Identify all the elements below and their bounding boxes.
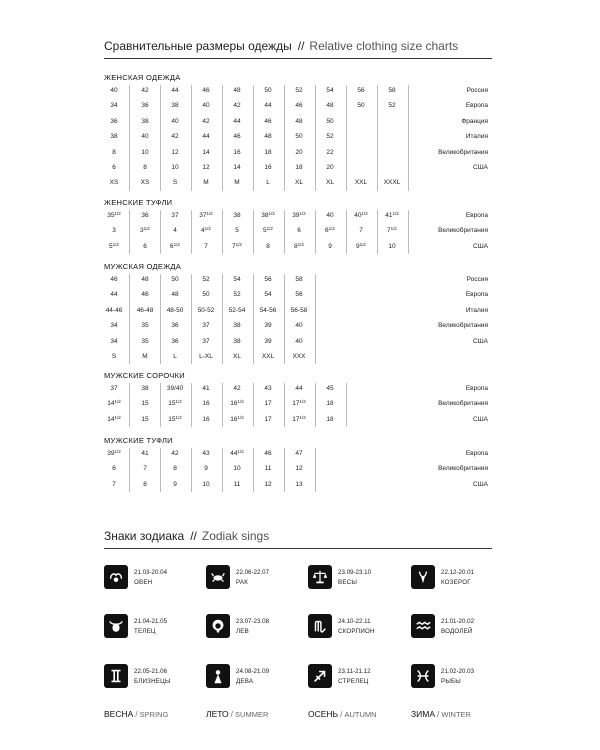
size-cell: $9^{1/2}$ [356,241,366,250]
column-divider [191,274,192,364]
size-cell: 44 [110,291,118,299]
column-divider [129,274,130,364]
country-label: Россия [466,276,488,283]
size-cell: M [234,179,240,187]
season-label: ВЕСНА / SPRING [104,709,169,719]
country-label: Россия [466,87,488,94]
zodiac-dates: 24.08-21.09 [236,668,270,675]
size-cell: 44 [202,133,210,141]
size-cell: 50 [326,117,334,125]
size-cell: 40 [202,102,210,110]
size-cell: 46 [264,450,272,457]
size-cell: 52-54 [228,306,246,314]
size-cell: 48 [295,117,303,125]
size-cell: $5^{1/2}$ [263,226,273,235]
size-cell: 17 [264,415,272,423]
column-divider [315,448,316,492]
size-cell: 8 [173,465,177,473]
size-cell: $6^{1/2}$ [325,226,335,235]
country-label: США [473,242,488,250]
size-cell: $39^{1/2}$ [107,449,121,457]
size-cell: 38 [171,102,179,110]
size-cell: 7 [204,242,208,250]
size-cell: $14^{1/2}$ [107,399,121,408]
size-cell: 54 [233,276,241,283]
size-cell: 45 [326,385,334,392]
gemini-twins-icon [104,664,128,688]
size-cell: 40 [295,337,303,345]
scorpio-scorpion-icon [308,614,332,638]
size-cell: 56 [295,291,303,299]
column-divider [346,85,347,191]
size-cell: 6 [297,227,301,235]
size-cell: 6 [143,242,147,250]
zodiac-dates: 22.06-22.07 [236,569,270,576]
zodiac-name: ВОДОЛЕЙ [441,628,473,635]
size-cell: 39 [264,337,272,345]
size-cell: 42 [171,450,179,457]
size-cell: XL [295,179,303,187]
column-divider [408,210,409,254]
column-divider [315,274,316,364]
size-cell: XL [233,353,241,360]
size-cell: $14^{1/2}$ [107,414,121,423]
size-cell: 10 [141,148,149,156]
size-cell: 56 [357,87,365,94]
section-label: ЖЕНСКИЕ ТУФЛИ [104,198,173,207]
size-cell: 46-48 [136,306,154,314]
size-cell: 48 [171,291,179,299]
size-cell: 36 [110,117,118,125]
title-separator: // [297,39,305,53]
size-cell: 20 [326,164,334,171]
size-cell: 48 [326,102,334,110]
cancer-crab-icon [206,565,230,589]
size-cell: 46 [264,117,272,125]
size-cell: $5^{1/2}$ [109,241,119,250]
size-cell: $7^{1/2}$ [387,226,397,235]
taurus-bull-icon [104,614,128,638]
leo-lion-icon [206,614,230,638]
aquarius-water-icon [411,614,435,638]
country-label: Великобритания [438,322,488,330]
size-cell: 14 [202,148,210,156]
column-divider [160,274,161,364]
size-cell: 9 [173,480,177,488]
size-cell: 58 [388,87,396,94]
size-cell: 48 [141,276,149,283]
size-cell: $8^{1/2}$ [294,241,304,250]
zodiac-title-separator: // [190,529,197,543]
size-cell: 4 [173,227,177,235]
column-divider [222,274,223,364]
size-cell: 13 [295,480,303,488]
size-cell: 41 [202,385,210,392]
country-label: Европа [465,450,488,457]
column-divider [253,274,254,364]
size-cell: 36 [141,212,149,219]
size-cell: 54-56 [259,306,277,314]
season-label: ЛЕТО / SUMMER [206,709,269,719]
size-cell: 37 [202,322,210,330]
zodiac-dates: 22.12-20.01 [441,569,475,576]
size-cell: XXX [292,353,306,360]
size-cell: 52 [202,276,210,283]
size-cell: $4^{1/2}$ [201,226,211,235]
country-label: Великобритания [438,465,488,473]
size-cell: 42 [233,102,241,110]
size-cell: $40^{1/2}$ [354,211,368,219]
section-label: МУЖСКИЕ ТУФЛИ [104,436,173,445]
sagittarius-archer-icon [308,664,332,688]
zodiac-name: КОЗЕРОГ [441,579,471,586]
size-cell: 34 [110,102,118,110]
size-cell: 58 [295,276,303,283]
size-cell: 56-58 [290,306,308,314]
size-cell: 42 [202,117,210,125]
size-cell: L [266,179,270,187]
country-label: Италия [465,133,488,141]
size-cell: M [142,353,148,360]
size-cell: 40 [295,322,303,330]
size-cell: 35 [141,337,149,345]
size-cell: 18 [326,400,334,408]
size-cell: 34 [110,337,118,345]
country-label: Европа [465,291,488,299]
size-cell: 37 [202,337,210,345]
size-cell: 12 [202,164,210,171]
size-cell: 43 [264,385,272,392]
size-cell: 44 [233,117,241,125]
size-cell: 54 [264,291,272,299]
size-cell: L [173,353,177,360]
size-cell: $44^{1/2}$ [230,449,244,457]
zodiac-dates: 23.07-23.08 [236,618,270,625]
size-cell: 50 [171,276,179,283]
size-cell: 54 [326,87,334,94]
size-cell: 52 [233,291,241,299]
section-label: ЖЕНСКАЯ ОДЕЖДА [104,73,181,82]
size-cell: 8 [143,164,147,171]
size-chart-title-ru: Сравнительные размеры одежды [104,39,292,53]
size-cell: 48 [233,87,241,94]
size-cell: 46 [233,133,241,141]
season-label: ОСЕНЬ / AUTUMN [308,709,377,719]
size-cell: 18 [326,415,334,423]
size-cell: 50-52 [197,306,215,314]
size-cell: 42 [233,385,241,392]
zodiac-dates: 21.03-20.04 [134,569,168,576]
size-cell: 36 [141,102,149,110]
country-label: Великобритания [438,148,488,156]
column-divider [284,274,285,364]
season-label: ЗИМА / WINTER [411,709,471,719]
virgo-maiden-icon [206,664,230,688]
size-cell: 16 [202,415,210,423]
country-label: США [473,415,488,423]
size-cell: $16^{1/2}$ [230,414,244,423]
aries-ram-icon [104,565,128,589]
size-cell: 20 [295,148,303,156]
size-cell: 41 [141,450,149,457]
zodiac-name: РЫБЫ [441,678,461,685]
zodiac-underline [104,548,492,549]
size-cell: 46 [110,276,118,283]
size-cell: 6 [112,465,116,473]
size-cell: 14 [233,164,241,171]
column-divider [408,85,409,191]
size-cell: 16 [264,164,272,171]
size-cell: 40 [326,212,334,219]
size-cell: 38 [141,117,149,125]
size-cell: 48-50 [166,306,184,314]
size-cell: 18 [295,164,303,171]
size-cell: S [111,353,117,360]
size-cell: $6^{1/2}$ [170,241,180,250]
size-cell: $38^{1/2}$ [261,211,275,219]
size-cell: 36 [171,337,179,345]
size-cell: XS [140,179,150,187]
zodiac-title-en: Zodiak sings [201,529,270,543]
zodiac-dates: 24.10-22.11 [338,618,371,625]
zodiac-dates: 21.04-21.05 [134,618,168,625]
country-label: США [473,337,488,345]
size-cell: 38 [233,337,241,345]
size-cell: 7 [112,480,116,488]
zodiac-name: СТРЕЛЕЦ [338,678,369,685]
size-cell: 44 [264,102,272,110]
size-cell: 15 [141,400,149,408]
size-cell: 7 [359,227,363,235]
size-cell: 9 [328,242,332,250]
size-cell: 38 [233,212,241,219]
zodiac-name: ВЕСЫ [338,579,357,586]
size-cell: 8 [266,242,270,250]
title-underline [104,58,492,59]
size-cell: $15^{1/2}$ [168,399,182,408]
country-label: США [473,164,488,171]
size-cell: 37 [110,385,118,392]
size-cell: 17 [264,400,272,408]
size-cell: 9 [204,465,208,473]
country-label: Великобритания [438,400,488,408]
size-cell: 50 [202,291,210,299]
zodiac-dates: 22.05-21.06 [134,668,168,675]
size-cell: $17^{1/2}$ [292,399,306,408]
size-cell: 10 [233,465,241,473]
size-cell: 12 [171,148,179,156]
pisces-fish-icon [411,664,435,688]
section-label: МУЖСКАЯ ОДЕЖДА [104,262,182,271]
size-cell: 47 [295,450,303,457]
size-cell: $39^{1/2}$ [292,211,306,219]
size-cell: $35^{1/2}$ [107,211,121,219]
country-label: США [473,480,488,488]
size-cell: 39/40 [166,385,184,392]
size-cell: XL [326,179,334,187]
size-cell: $7^{1/2}$ [232,241,242,250]
capricorn-goat-icon [411,565,435,589]
size-cell: 43 [202,450,210,457]
size-cell: 40 [171,117,179,125]
size-cell: S [172,179,178,187]
size-cell: 46 [202,87,210,94]
size-cell: 8 [143,480,147,488]
size-cell: 38 [141,385,149,392]
size-cell: L-XL [199,353,213,360]
country-label: Европа [465,385,488,392]
size-cell: 12 [264,480,272,488]
size-cell: 50 [295,133,303,141]
size-cell: 12 [295,465,303,473]
zodiac-name: РАК [236,579,249,586]
size-cell: 22 [326,148,334,156]
size-cell: 40 [110,87,118,94]
size-cell: 42 [141,87,149,94]
size-cell: 5 [235,227,239,235]
zodiac-name: ЛЕВ [236,628,249,635]
size-cell: 10 [388,242,396,250]
size-cell: 36 [171,322,179,330]
libra-scales-icon [308,565,332,589]
size-cell: XXL [354,179,368,187]
size-cell: 44-46 [105,306,123,314]
country-label: Франция [461,117,488,125]
zodiac-name: ТЕЛЕЦ [134,628,156,635]
size-cell: $41^{1/2}$ [385,211,399,219]
size-cell: 16 [202,400,210,408]
zodiac-name: СКОРПИОН [338,628,375,635]
country-label: Европа [465,102,488,110]
country-label: Италия [465,306,488,314]
size-cell: 3 [112,227,116,235]
size-cell: $3^{1/2}$ [140,226,150,235]
size-cell: 39 [264,322,272,330]
size-cell: $15^{1/2}$ [168,414,182,423]
section-label: МУЖСКИЕ СОРОЧКИ [104,371,185,380]
size-cell: XXL [261,353,275,360]
zodiac-dates: 21.02-20.03 [441,668,475,675]
size-cell: 38 [110,133,118,141]
size-chart-title [104,39,458,53]
size-cell: 48 [264,133,272,141]
country-label: Великобритания [438,227,488,235]
column-divider [346,383,347,427]
size-cell: 8 [112,148,116,156]
size-cell: $16^{1/2}$ [230,399,244,408]
zodiac-name: БЛИЗНЕЦЫ [134,678,171,685]
zodiac-dates: 23.09-23.10 [338,569,372,576]
zodiac-title-ru: Знаки зодиака [104,529,185,543]
size-cell: 50 [357,102,365,110]
size-cell: 46 [295,102,303,110]
size-cell: 11 [233,480,241,488]
zodiac-name: ДЕВА [236,678,254,685]
size-cell: $37^{1/2}$ [199,211,213,219]
size-cell: 15 [141,415,149,423]
size-cell: XS [109,179,119,187]
size-cell: 44 [171,87,179,94]
country-label: Европа [465,212,488,219]
size-cell: 52 [326,133,334,141]
size-cell: 40 [141,133,149,141]
zodiac-name: ОВЕН [134,579,153,586]
size-cell: 38 [233,322,241,330]
column-divider [377,85,378,191]
size-cell: 7 [143,465,147,473]
size-cell: XXXL [383,179,401,187]
size-cell: 44 [295,385,303,392]
zodiac-dates: 23.11-21.12 [338,668,371,675]
size-cell: 6 [112,164,116,171]
size-cell: 50 [264,87,272,94]
size-cell: 10 [171,164,179,171]
size-cell: $17^{1/2}$ [292,414,306,423]
size-chart-title-en: Relative clothing size charts [309,39,459,53]
size-cell: 52 [388,102,396,110]
size-cell: 10 [202,480,210,488]
size-cell: 16 [233,148,241,156]
size-cell: 42 [171,133,179,141]
size-cell: 56 [264,276,272,283]
size-cell: 46 [141,291,149,299]
size-cell: 37 [171,212,179,219]
size-cell: 34 [110,322,118,330]
size-cell: M [203,179,209,187]
zodiac-title [104,529,269,543]
size-cell: 52 [295,87,303,94]
zodiac-dates: 21.01-20.02 [441,618,475,625]
size-cell: 18 [264,148,272,156]
size-cell: 11 [264,465,272,473]
size-cell: 35 [141,322,149,330]
